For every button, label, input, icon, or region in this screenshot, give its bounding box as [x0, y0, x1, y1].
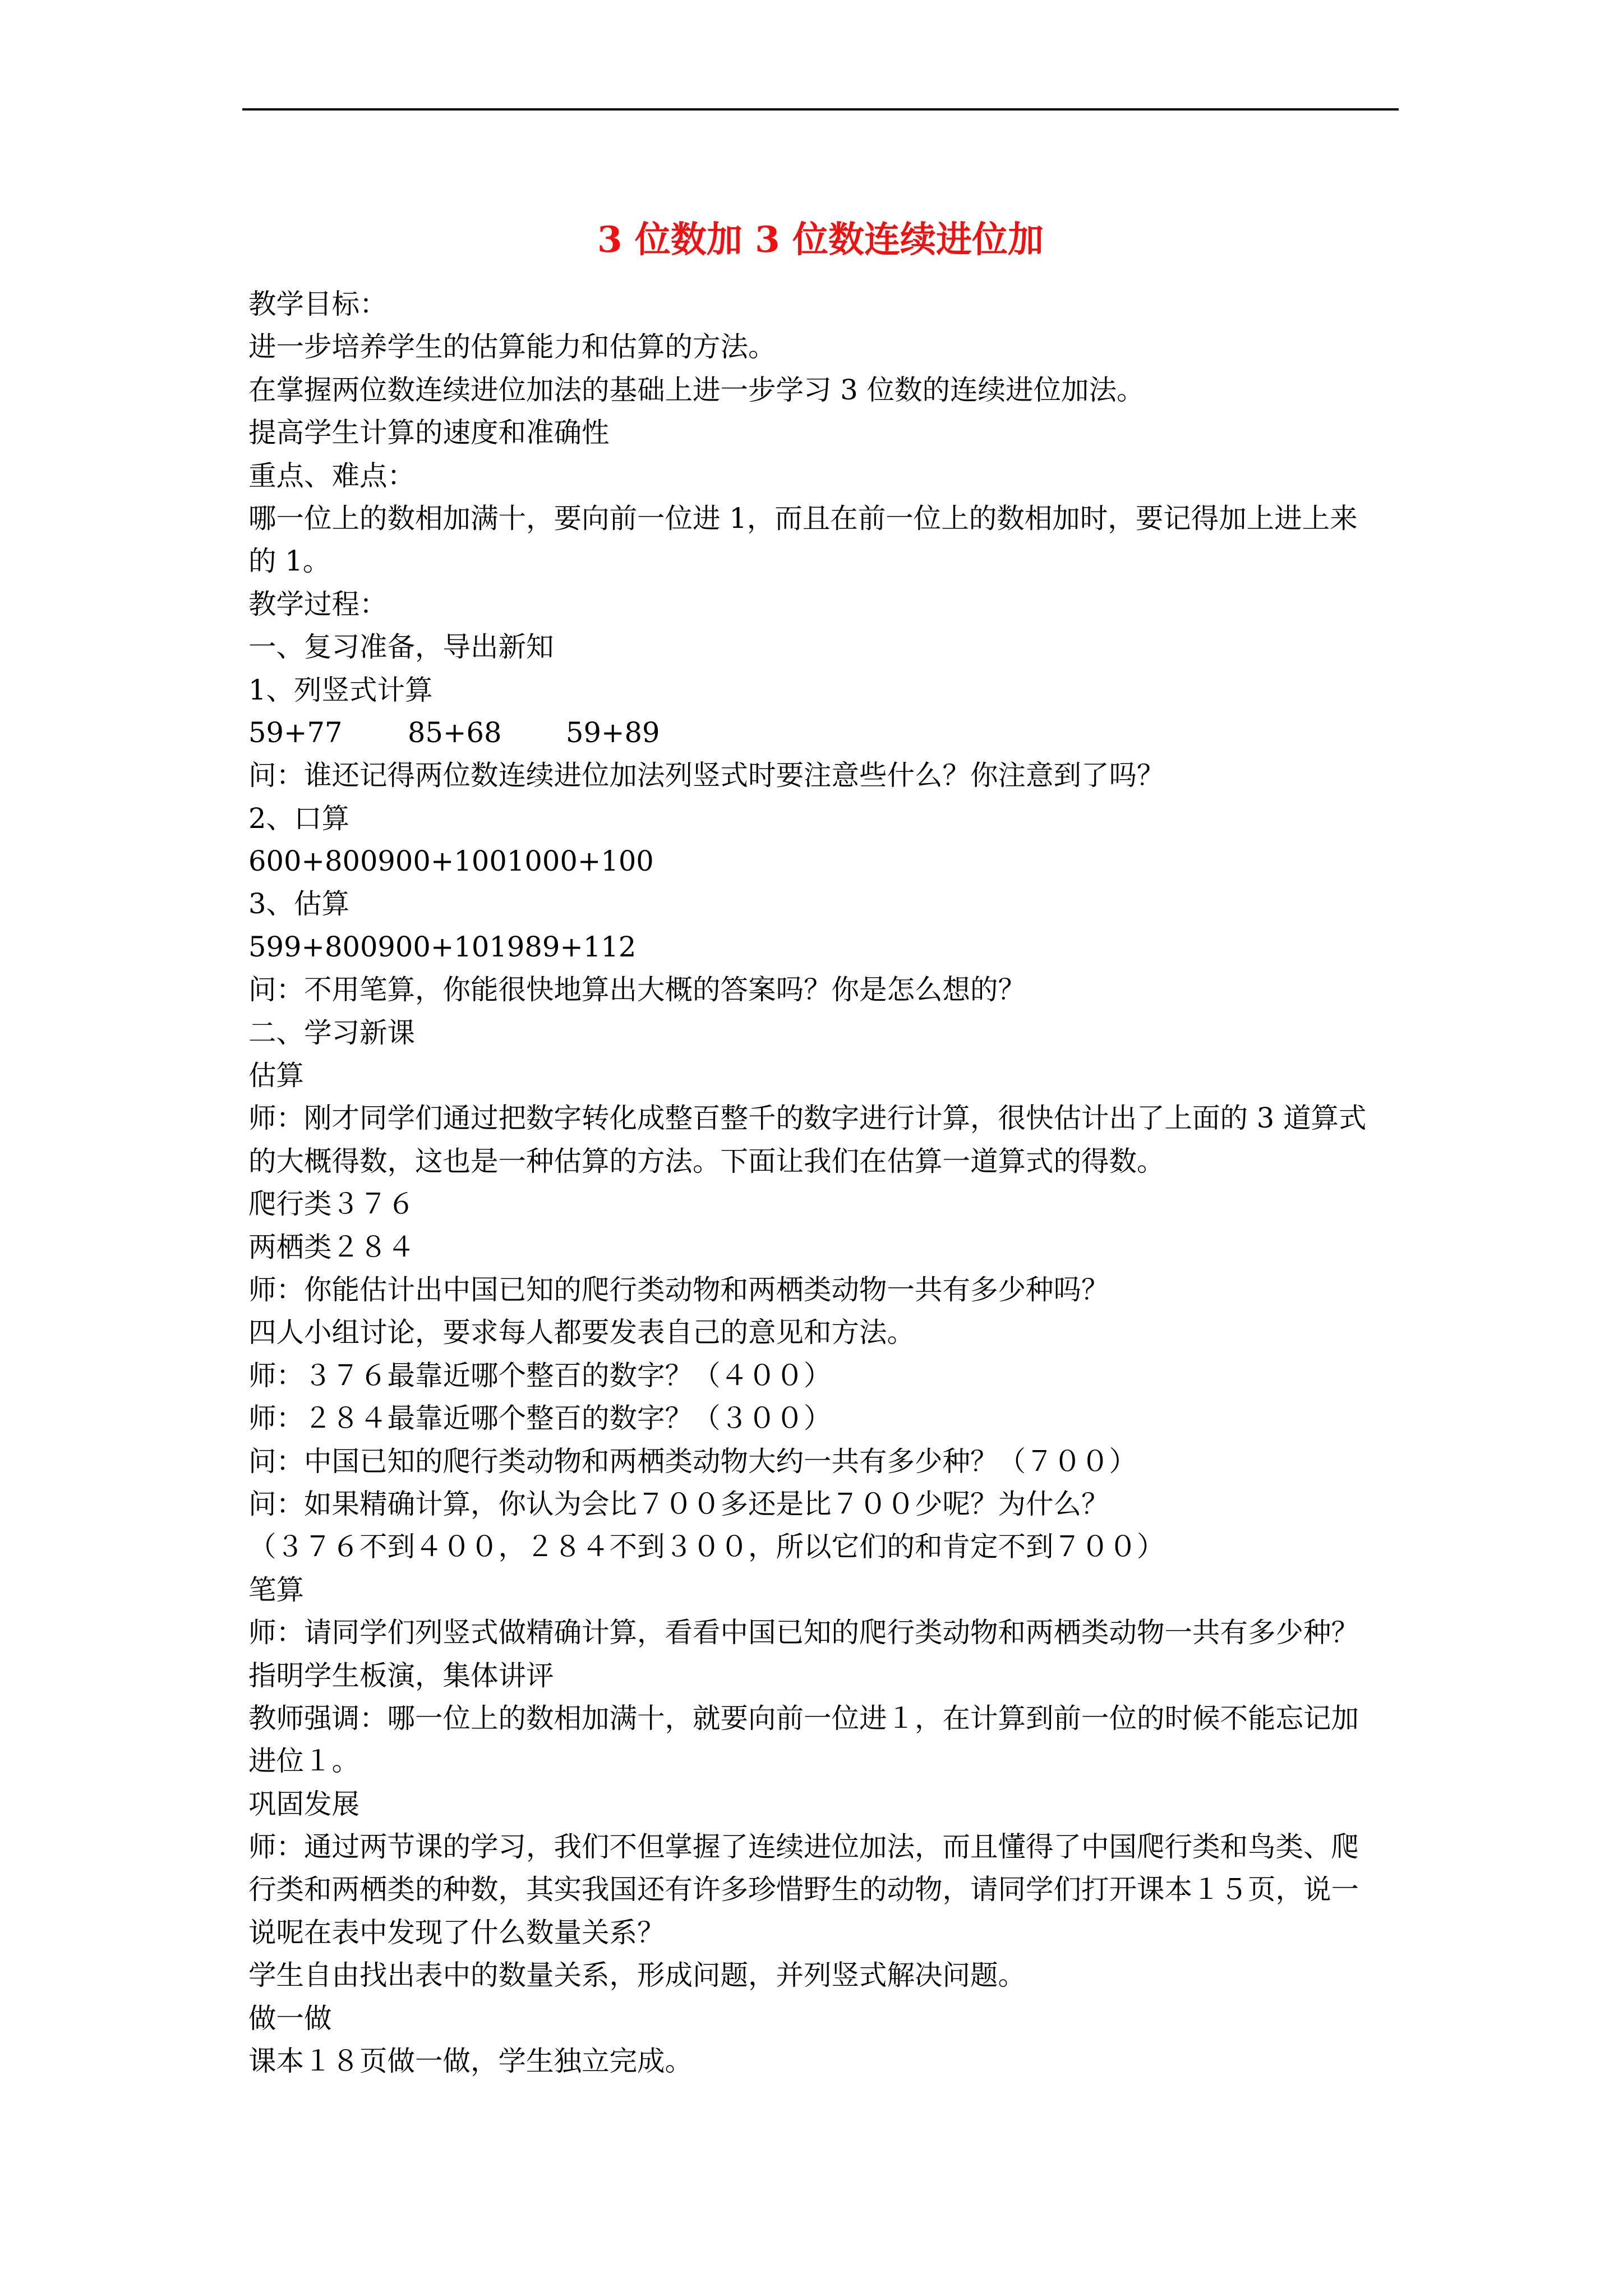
paragraph-line: 师：请同学们列竖式做精确计算，看看中国已知的爬行类动物和两栖类动物一共有多少种？: [248, 1616, 1359, 1649]
paragraph-line: 学生自由找出表中的数量关系，形成问题，并列竖式解决问题。: [248, 1959, 1026, 1992]
paragraph-line: 教学目标：: [248, 288, 388, 320]
calc-item: 85+68: [408, 716, 502, 749]
paragraph-line: （３７６不到４００，２８４不到３００，所以它们的和肯定不到７００）: [248, 1530, 1165, 1563]
paragraph-line: 3、估算: [248, 887, 349, 921]
calc-item: 59+89: [566, 716, 660, 749]
paragraph-line: 教学过程：: [248, 587, 388, 620]
paragraph-line: 重点、难点：: [248, 459, 415, 492]
paragraph-line: 行类和两栖类的种数，其实我国还有许多珍惜野生的动物，请同学们打开课本１５页，说一: [248, 1873, 1359, 1906]
paragraph-line: 师：刚才同学们通过把数字转化成整百整千的数字进行计算，很快估计出了上面的 3 道算式: [248, 1102, 1367, 1135]
paragraph-line: 师：３７６最靠近哪个整百的数字？（４００）: [248, 1359, 832, 1392]
paragraph-line: 的 1。: [248, 545, 331, 578]
paragraph-line: 提高学生计算的速度和准确性: [248, 416, 610, 449]
paragraph-line: 四人小组讨论，要求每人都要发表自己的意见和方法。: [248, 1316, 915, 1349]
paragraph-line: 说呢在表中发现了什么数量关系？: [248, 1916, 665, 1949]
paragraph-line: 指明学生板演，集体讲评: [248, 1659, 554, 1692]
paragraph-line: 巩固发展: [248, 1787, 359, 1820]
paragraph-line: 599+800900+101989+112: [248, 930, 637, 963]
paragraph-line: 2、口算: [248, 802, 349, 835]
paragraph-line: 哪一位上的数相加满十，要向前一位进 1，而且在前一位上的数相加时，要记得加上进上来: [248, 501, 1358, 535]
calculation-row: [248, 711, 1407, 754]
document-body: [248, 283, 1407, 2082]
paragraph-line: 课本１８页做一做，学生独立完成。: [248, 2045, 693, 2078]
header-rule: [242, 108, 1399, 111]
paragraph-line: 师：２８４最靠近哪个整百的数字？（３００）: [248, 1402, 832, 1435]
paragraph-line: 一、复习准备，导出新知: [248, 631, 554, 664]
paragraph-line: 师：你能估计出中国已知的爬行类动物和两栖类动物一共有多少种吗？: [248, 1273, 1109, 1306]
paragraph-line: 600+800900+1001000+100: [248, 845, 654, 878]
paragraph-line: 问：如果精确计算，你认为会比７００多还是比７００少呢？为什么？: [248, 1487, 1109, 1520]
paragraph-line: 1、列竖式计算: [248, 673, 433, 706]
paragraph-line: 师：通过两节课的学习，我们不但掌握了连续进位加法，而且懂得了中国爬行类和鸟类、爬: [248, 1830, 1359, 1864]
paragraph-line: 笔算: [248, 1573, 304, 1606]
paragraph-line: 进位１。: [248, 1745, 359, 1778]
document-title: 3 位数加 3 位数连续进位加: [597, 219, 1044, 261]
paragraph-line: 教师强调：哪一位上的数相加满十，就要向前一位进１，在计算到前一位的时候不能忘记加: [248, 1701, 1359, 1734]
paragraph-line: 二、学习新课: [248, 1016, 415, 1049]
paragraph-line: 问：不用笔算，你能很快地算出大概的答案吗？你是怎么想的？: [248, 973, 1026, 1006]
paragraph-line: 在掌握两位数连续进位加法的基础上进一步学习 3 位数的连续进位加法。: [248, 373, 1145, 406]
paragraph-line: 问：谁还记得两位数连续进位加法列竖式时要注意些什么？你注意到了吗？: [248, 759, 1165, 792]
paragraph-line: 问：中国已知的爬行类动物和两栖类动物大约一共有多少种？（７００）: [248, 1444, 1137, 1478]
paragraph-line: 两栖类２８４: [248, 1230, 415, 1263]
paragraph-line: 进一步培养学生的估算能力和估算的方法。: [248, 330, 776, 364]
paragraph-line: 的大概得数，这也是一种估算的方法。下面让我们在估算一道算式的得数。: [248, 1144, 1165, 1177]
paragraph-line: 做一做: [248, 2001, 332, 2035]
calc-item: 59+77: [248, 716, 343, 749]
paragraph-line: 估算: [248, 1059, 304, 1092]
paragraph-line: 爬行类３７６: [248, 1188, 415, 1221]
